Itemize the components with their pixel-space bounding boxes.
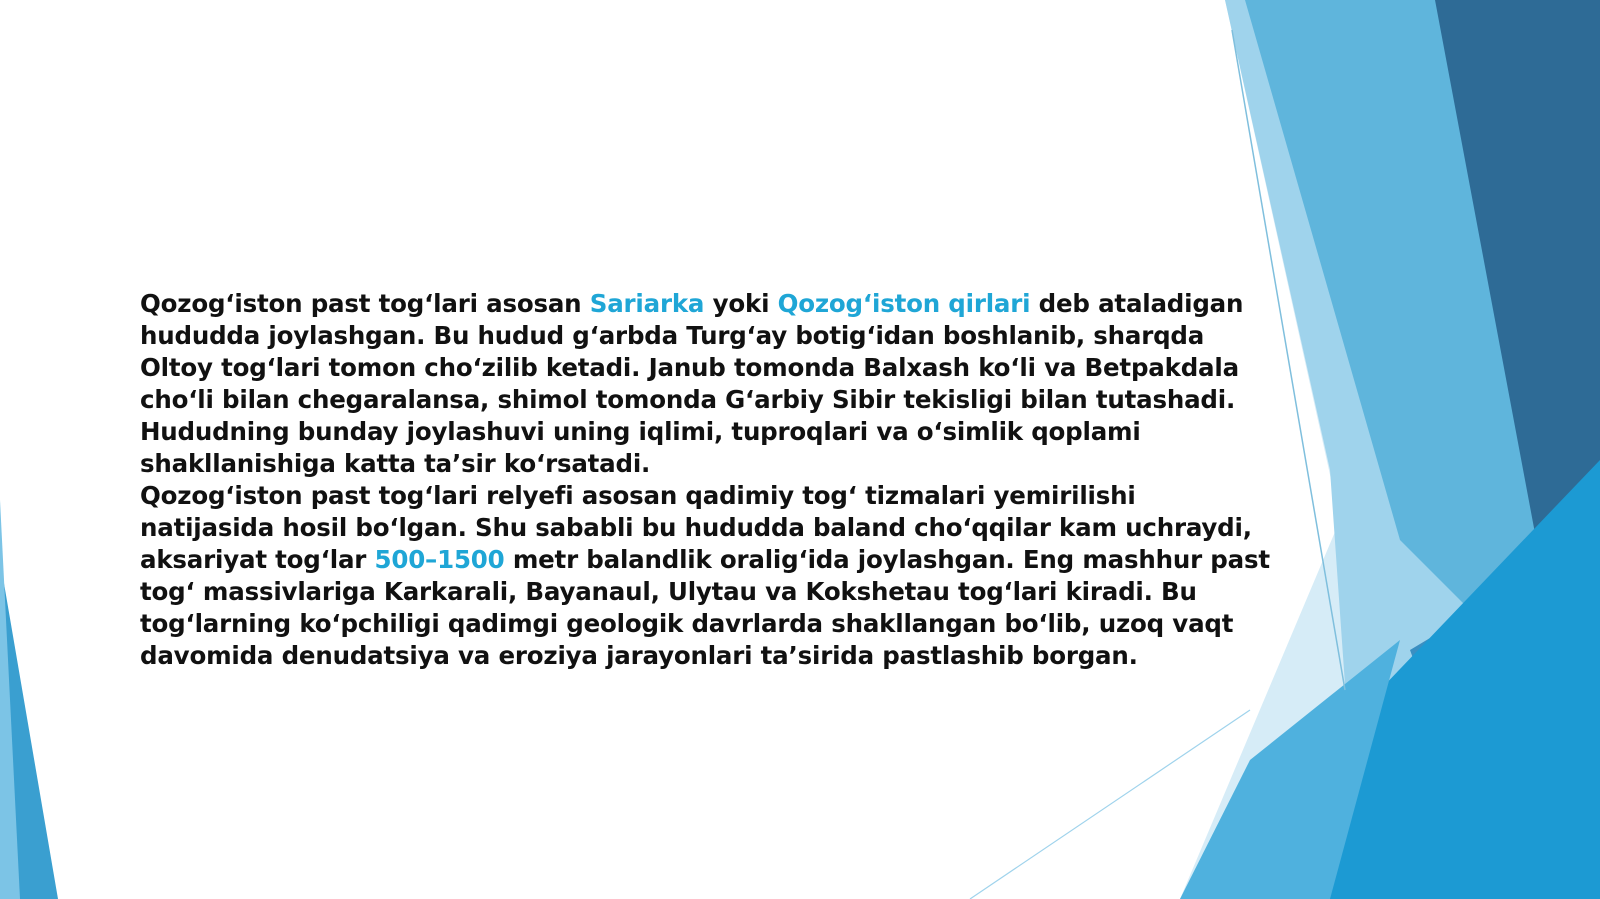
paragraph-location-text-1: Qozog‘iston past tog‘lari asosan <box>140 289 590 318</box>
paragraph-location <box>140 288 1270 480</box>
highlight-sariarka: Sariarka <box>589 289 705 318</box>
paragraph-relief <box>140 480 1270 672</box>
highlight-qozogiston-qirlari: Qozog‘iston qirlari <box>777 289 1031 318</box>
paragraph-location-text-2: yoki <box>704 289 778 318</box>
paragraph-relief-text-1: Qozog‘iston past tog‘lari relyefi asosan qadimiy tog‘ tizmalari yemirilishi natijasida hosil bo‘lgan. Shu sababli bu hududda baland cho‘qqilar kam uchraydi, aksariyat tog‘lar <box>140 481 1252 574</box>
slide-body-text <box>140 288 1270 672</box>
paragraph-location-text-3: deb ataladigan hududda joylashgan. Bu hudud g‘arbda Turg‘ay botig‘idan boshlanib, sharqda Oltoy tog‘lari tomon cho‘zilib ketadi. Janub tomonda Balxash ko‘li va Betpakdala cho‘li bilan chegaralansa, shimol tomonda G‘arbiy Sibir tekisligi bilan tutashadi. Hududning bunday joylashuvi uning iqlimi, tuproqlari va o‘simlik qoplami shakllanishiga katta ta’sir ko‘rsatadi. <box>140 289 1244 478</box>
highlight-height-range: 500–1500 <box>374 545 505 574</box>
paragraph-relief-text-2: metr balandlik oralig‘ida joylashgan. Eng mashhur past tog‘ massivlariga Karkarali, Bayanaul, Ulytau va Kokshetau tog‘lari kiradi. Bu tog‘larning ko‘pchiligi qadimgi geologik davrlarda shakllangan bo‘lib, uzoq vaqt davomida denudatsiya va eroziya jarayonlari ta’sirida pastlashib borgan. <box>140 545 1270 670</box>
